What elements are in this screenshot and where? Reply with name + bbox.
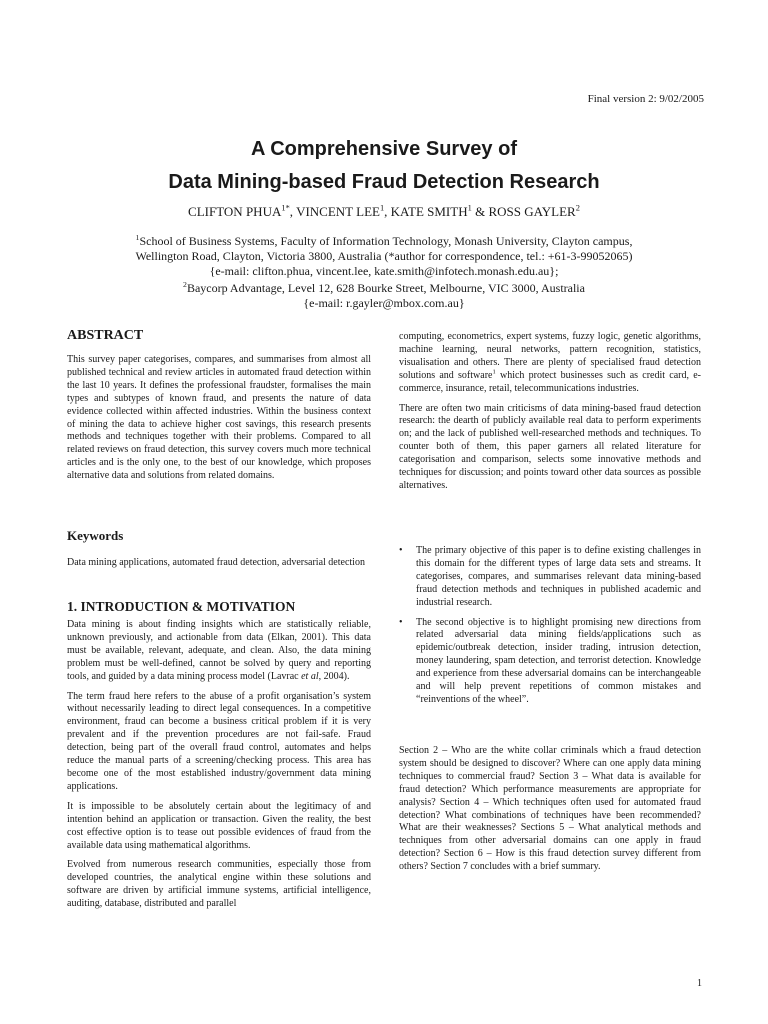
section-overview: Section 2 – Who are the white collar criminals which a fraud detection system should be designed to discover? Where can one apply data mining techniques to commercial fraud? Section 3 – What data is available for fraud detection? Which performance measurements are appropriate for analysis? Section 4 – Which techniques often used for automated fraud detection? What combinations of techniques have been recommended? What are their weaknesses? Sections 5 – What analytical methods and techniques from other adversarial domains can one apply in fraud detection? Section 6 – How is this fraud detection survey different from others? Section 7 concludes with a brief summary. — [399, 745, 701, 873]
right-paragraph-1: computing, econometrics, expert systems, fuzzy logic, genetic algorithms, machine learning, neural networks, pattern recognition, statistics, visualisation and others. There are plenty of specialised fraud detection solutions and software$^1$ which protect businesses such as credit card, e-commerce, insurance, retail, telecommunications industries. — [399, 331, 701, 394]
affil-sup: 1 — [135, 233, 140, 242]
affil-text: School of Business Systems, Faculty of Information Technology, Monash University, Clayton campus, — [139, 234, 633, 248]
author-sep: , — [384, 204, 391, 219]
affil-email: {e-mail: r.gayler@mbox.com.au} — [303, 296, 465, 310]
author-sup: 1* — [281, 202, 290, 213]
author-sup: 1 — [467, 202, 472, 213]
author-sup: 1 — [379, 202, 385, 213]
intro-paragraph-1: Data mining is about finding insights which are statistically reliable, unknown previously, and actionable from data (Elkan, 2001). This data must be available, relevant, adequate, and clean. Also, the data mining problem must be well-defined, cannot be solved by query and reporting tools, and guided by a data mining process model (Lavrac et al, 2004). — [67, 619, 371, 682]
affil-text: Baycorp Advantage, Level 12, 628 Bourke Street, Melbourne, VIC 3000, Australia — [186, 281, 585, 295]
affiliation-1 — [0, 234, 768, 279]
abstract-heading: ABSTRACT — [67, 328, 144, 343]
right-paragraph-2: There are often two main criticisms of data mining-based fraud detection research: the dearth of publicly available real data to perform experiments on; and the lack of published well-researched methods and techniques. To counter both of them, this paper garners all related literature for categorisation and comparison, selects some innovative methods and techniques for discussion; and points toward other data sources as possible alternatives. — [399, 402, 701, 491]
paper-title-line-1: A Comprehensive Survey of — [250, 138, 517, 160]
paper-title-line-2: Data Mining-based Fraud Detection Research — [168, 171, 600, 193]
author-name: ROSS GAYLER — [488, 204, 576, 219]
affil-text: Wellington Road, Clayton, Victoria 3800, Australia (*author for correspondence, tel.: +61-3-99052065) — [135, 249, 633, 263]
affil-email: {e-mail: clifton.phua, vincent.lee, kate.smith@infotech.monash.edu.au}; — [209, 264, 559, 278]
affiliation-2 — [0, 281, 768, 311]
author-sup: 2 — [575, 202, 580, 213]
bullet-icon: • — [399, 545, 403, 556]
keywords-heading: Keywords — [67, 528, 124, 543]
author-name: CLIFTON PHUA — [188, 204, 282, 219]
version-label: Final version 2: 9/02/2005 — [587, 93, 704, 105]
bullet-item: • The second objective is to highlight promising new directions from related adversarial data mining fields/applications such as epidemic/outbreak detection, insider trading, intrusion detection, money laundering, spam detection, and terrorist detection. Knowledge and experience from these adversarial domains can be interchangeable and will help prevent repetitions of common mistakes and “reinventions of the wheel”. — [399, 616, 701, 705]
bullet-item: • The primary objective of this paper is to define existing challenges in this domain for the different types of large data sets and streams. It categorises, compares, and summarises relevant data mining-based fraud detection methods and techniques in published academic and industrial research. — [399, 545, 701, 608]
bullet-icon: • — [399, 616, 403, 628]
author-sep: & — [471, 204, 489, 219]
affil-sup: 2 — [183, 280, 187, 289]
intro-body — [67, 619, 371, 918]
author-name: KATE SMITH — [390, 204, 468, 219]
author-sep: , — [289, 204, 297, 219]
right-column — [399, 331, 701, 500]
intro-heading: 1. INTRODUCTION & MOTIVATION — [67, 599, 296, 614]
intro-paragraph-4: Evolved from numerous research communities, especially those from developed countries, the analytical engine within these solutions and software are driven by artificial immune systems, artificial intelligence, auditing, database, distributed and parallel — [67, 859, 371, 910]
intro-paragraph-3: It is impossible to be absolutely certain about the legitimacy of and intention behind an application or transaction. Given the reality, the best cost effective option is to tease out possible evidences of fraud from the available data using mathematical algorithms. — [67, 800, 371, 851]
abstract-text: This survey paper categorises, compares, and summarises from almost all published technical and review articles in automated fraud detection within the last 10 years. It defines the professional fraudster, formalises the main types and subtypes of known fraud, and presents the nature of data evidence collected within affected industries. Within the business context of mining the data to achieve higher cost savings, this research presents methods and techniques together with their problems. Compared to all related reviews on fraud detection, this survey covers much more technical articles and is the only one, to the best of our knowledge, which proposes alternative data and solutions from related domains. — [67, 354, 371, 482]
keywords-text: Data mining applications, automated fraud detection, adversarial detection — [67, 557, 365, 568]
author-name: VINCENT LEE — [296, 204, 380, 219]
page-number: 1 — [697, 978, 702, 989]
objectives-list — [399, 545, 701, 714]
intro-paragraph-2: The term fraud here refers to the abuse of a profit organisation’s system without necessarily leading to direct legal consequences. In a competitive environment, fraud can become a business critical problem if it is very prevalent and if the prevention procedures are not fail-safe. Fraud detection, being part of the overall fraud control, automates and helps reduce the manual parts of a screening/checking process. This area has become one of the most established industry/government data mining applications. — [67, 690, 371, 792]
author-list — [0, 204, 768, 220]
